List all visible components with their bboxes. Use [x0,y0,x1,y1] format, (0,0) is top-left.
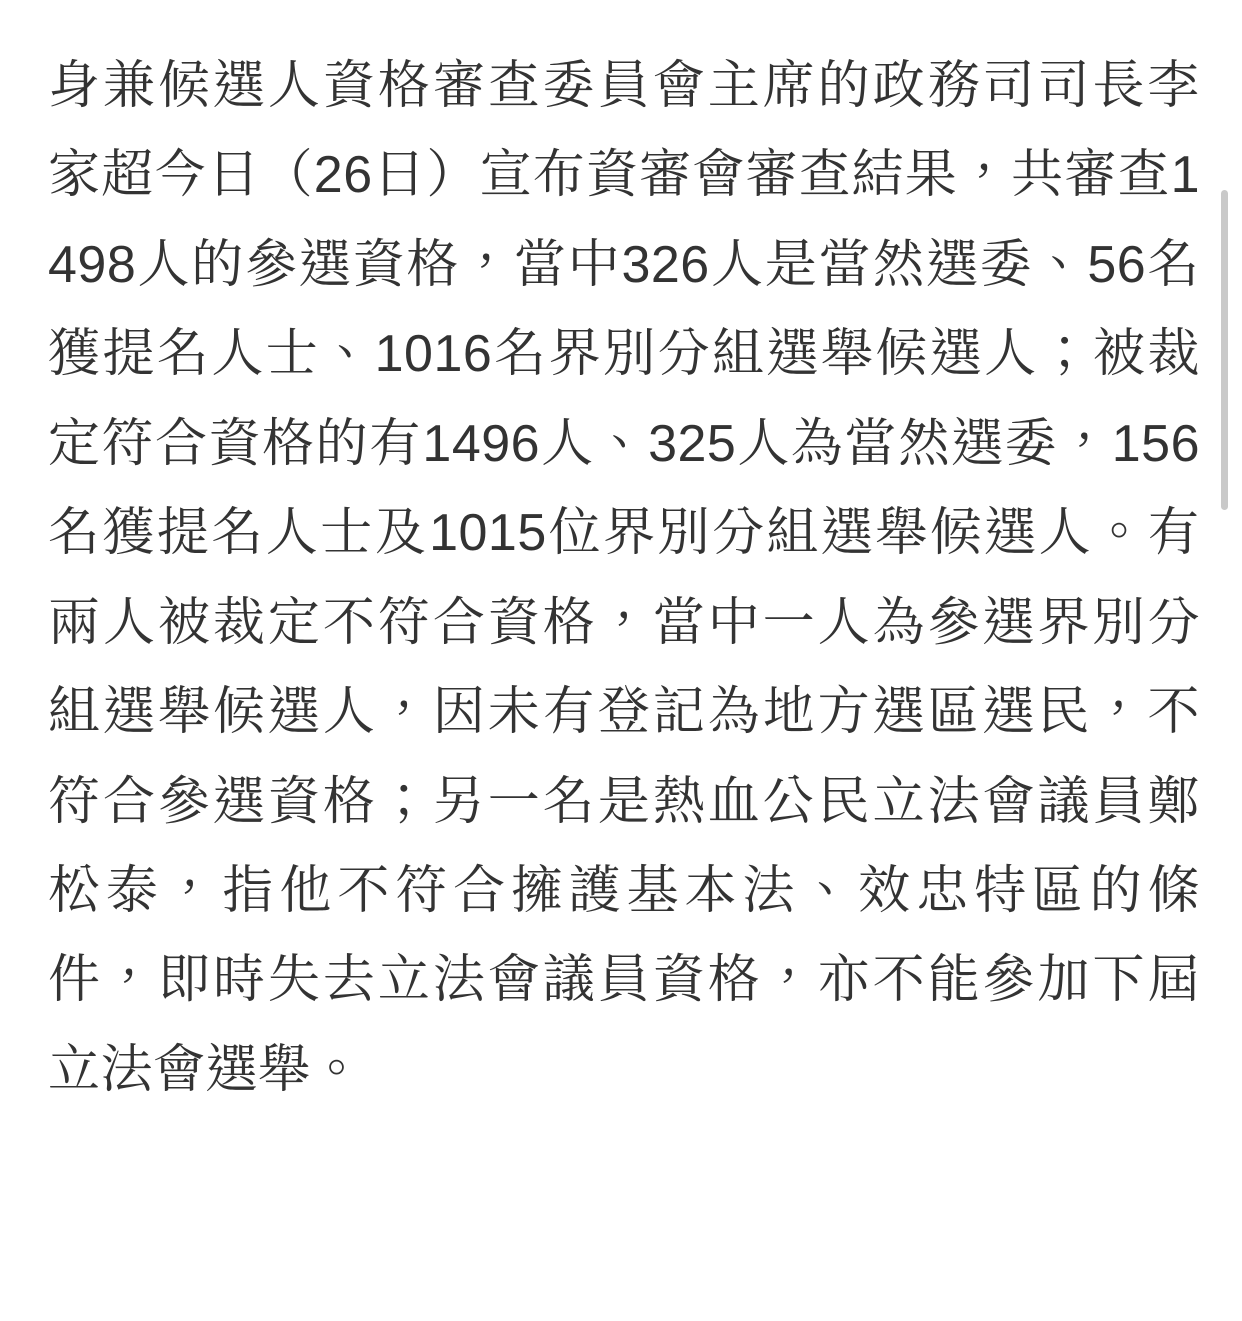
vertical-scrollbar[interactable] [1226,0,1236,1321]
article-paragraph: 身兼候選人資格審查委員會主席的政務司司長李家超今日（26日）宣布資審會審查結果，共審查1498人的參選資格，當中326人是當然選委、56名獲提名人士、1016名界別分組選舉候選人；被裁定符合資格的有1496人、325人為當然選委，156名獲提名人士及1015位界別分組選舉候選人。有兩人被裁定不符合資格，當中一人為參選界別分組選舉候選人，因未有登記為地方選區選民，不符合參選資格；另一名是熱血公民立法會議員鄭松泰，指他不符合擁護基本法、效忠特區的條件，即時失去立法會議員資格，亦不能參加下屆立法會選舉。 [48,57,1200,1099]
scrollbar-thumb[interactable] [1221,190,1228,510]
